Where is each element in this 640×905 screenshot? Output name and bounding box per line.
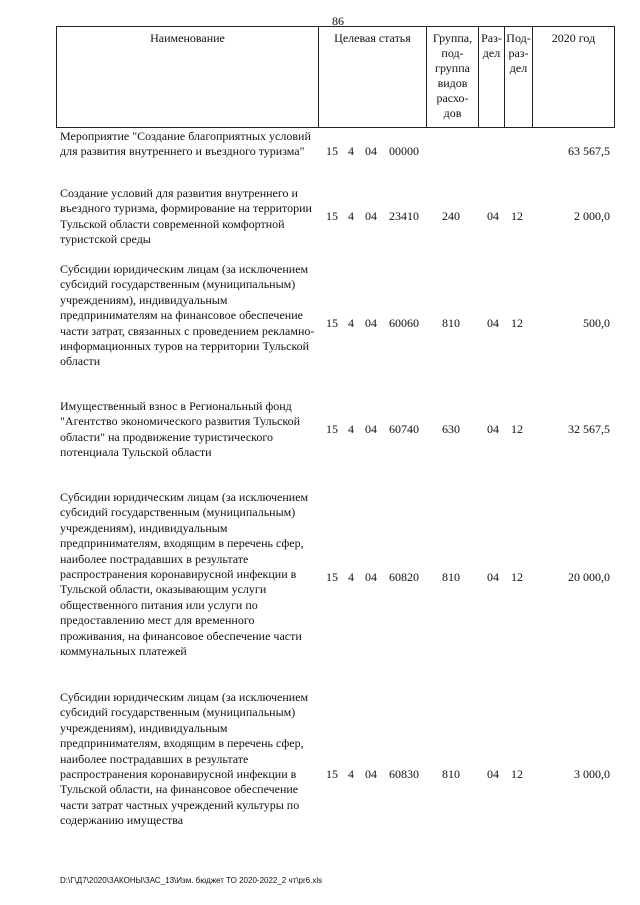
header-target: Целевая статья: [319, 27, 427, 127]
row-group: 240: [442, 209, 460, 223]
header-section: Раз- дел: [479, 27, 505, 127]
row-code-b: 4: [348, 316, 354, 330]
row-code-c: 04: [365, 316, 377, 330]
row-name: Мероприятие "Создание благоприятных условий для развития внутреннего и въездного туризма": [60, 129, 311, 159]
row-group: 810: [442, 316, 460, 330]
row-code-c: 04: [365, 570, 377, 584]
row-code-a: 15: [326, 209, 338, 223]
row-name: Субсидии юридическим лицам (за исключением субсидий государственным (муниципальным) учреждениям), индивидуальным предпринимателям, входящим в перечень сфер, наиболее пострадавших в результате распространения коронавирусной инфекции в Тульской области, оказывающим услуги общественного питания или услуги по предоставлению мест для временного проживания, на финансовое обеспечение части коммунальных платежей: [60, 490, 309, 659]
row-sum: 2 000,0: [574, 209, 610, 223]
row-code-a: 15: [326, 144, 338, 158]
row-code-c: 04: [365, 767, 377, 781]
row-code-a: 15: [326, 422, 338, 436]
row-code-d: 60820: [389, 570, 419, 584]
row-code-b: 4: [348, 144, 354, 158]
row-code-b: 4: [348, 422, 354, 436]
file-path-footer: D:\Г\Д7\2020\ЗАКОНЫ\ЗАС_13\Изм. бюджет ТО 2020-2022_2 чт\pr6.xls: [60, 876, 323, 885]
row-name: Субсидии юридическим лицам (за исключением субсидий государственным (муниципальным) учреждениям), индивидуальным предпринимателям на финансовое обеспечение части затрат, связанных с проведением рекламно-информационных туров на территории Тульской области: [60, 262, 315, 369]
row-group: 630: [442, 422, 460, 436]
row-group: 810: [442, 570, 460, 584]
row-subsection: 12: [511, 570, 523, 584]
row-code-b: 4: [348, 767, 354, 781]
row-code-a: 15: [326, 767, 338, 781]
row-code-d: 00000: [389, 144, 419, 158]
row-section: 04: [487, 422, 499, 436]
table-header: [56, 26, 615, 128]
row-code-d: 23410: [389, 209, 419, 223]
row-sum: 500,0: [583, 316, 610, 330]
row-code-d: 60740: [389, 422, 419, 436]
row-subsection: 12: [511, 767, 523, 781]
row-name: Создание условий для развития внутреннего и въездного туризма, формирование на территории Тульской области современной комфортной туристской среды: [60, 186, 312, 247]
row-subsection: 12: [511, 209, 523, 223]
row-section: 04: [487, 316, 499, 330]
header-subsection: Под- раз- дел: [505, 27, 533, 127]
row-code-a: 15: [326, 316, 338, 330]
row-code-c: 04: [365, 144, 377, 158]
header-year: 2020 год: [551, 31, 596, 45]
row-group: 810: [442, 767, 460, 781]
row-section: 04: [487, 570, 499, 584]
header-name: Наименование: [57, 27, 319, 127]
row-sum: 3 000,0: [574, 767, 610, 781]
row-code-b: 4: [348, 209, 354, 223]
row-name: Субсидии юридическим лицам (за исключением субсидий государственным (муниципальным) учреждениям), индивидуальным предпринимателям, входящим в перечень сфер, наиболее пострадавших в результате распространения коронавирусной инфекции в Тульской области, на финансовое обеспечение части затрат частных учреждений культуры по содержанию имущества: [60, 690, 309, 828]
row-section: 04: [487, 209, 499, 223]
row-code-c: 04: [365, 422, 377, 436]
row-sum: 20 000,0: [568, 570, 610, 584]
row-code-d: 60060: [389, 316, 419, 330]
row-code-c: 04: [365, 209, 377, 223]
row-subsection: 12: [511, 316, 523, 330]
row-sum: 63 567,5: [568, 144, 610, 158]
row-sum: 32 567,5: [568, 422, 610, 436]
row-name: Имущественный взнос в Региональный фонд "Агентство экономического развития Тульской области" на продвижение туристического потенциала Тульской области: [60, 399, 301, 460]
row-section: 04: [487, 767, 499, 781]
page-number: 86: [332, 14, 344, 28]
row-code-d: 60830: [389, 767, 419, 781]
row-subsection: 12: [511, 422, 523, 436]
row-code-b: 4: [348, 570, 354, 584]
header-group: Группа, под- группа видов расхо- дов: [427, 27, 479, 127]
row-code-a: 15: [326, 570, 338, 584]
